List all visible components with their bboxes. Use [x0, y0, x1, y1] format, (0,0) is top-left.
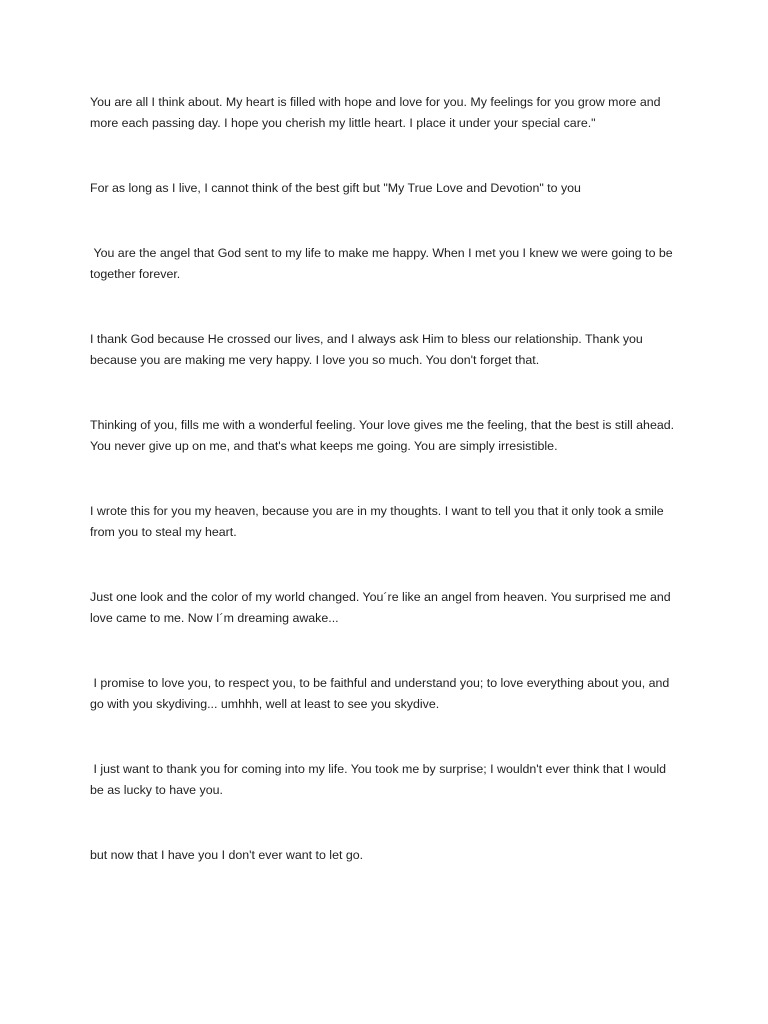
paragraph-7: Just one look and the color of my world changed. You´re like an angel from heaven. You surprised me and love came to me. Now I´m dreaming awake... [90, 590, 675, 625]
paragraph-10: but now that I have you I don't ever want to let go. [90, 848, 364, 862]
paragraph-6: I wrote this for you my heaven, because you are in my thoughts. I want to tell you that it only took a smile from you to steal my heart. [90, 504, 668, 539]
paragraph-8: I promise to love you, to respect you, to be faithful and understand you; to love everything about you, and go with you skydiving... umhhh, well at least to see you skydive. [90, 676, 673, 711]
paragraph-1: You are all I think about. My heart is filled with hope and love for you. My feelings for you grow more and more each passing day. I hope you cherish my little heart. I place it under your special care." [90, 95, 664, 130]
paragraph-2: For as long as I live, I cannot think of the best gift but "My True Love and Devotion" to you [90, 181, 581, 195]
paragraph-9: I just want to thank you for coming into my life. You took me by surprise; I wouldn't ever think that I would be as lucky to have you. [90, 762, 670, 797]
paragraph-4: I thank God because He crossed our lives, and I always ask Him to bless our relationship. Thank you because you are making me very happy. I love you so much. You don't forget that. [90, 332, 647, 367]
paragraph-3: You are the angel that God sent to my life to make me happy. When I met you I knew we were going to be together forever. [90, 246, 677, 281]
paragraph-5: Thinking of you, fills me with a wonderful feeling. Your love gives me the feeling, that the best is still ahead. You never give up on me, and that's what keeps me going. You are simply irresistible. [90, 418, 678, 453]
